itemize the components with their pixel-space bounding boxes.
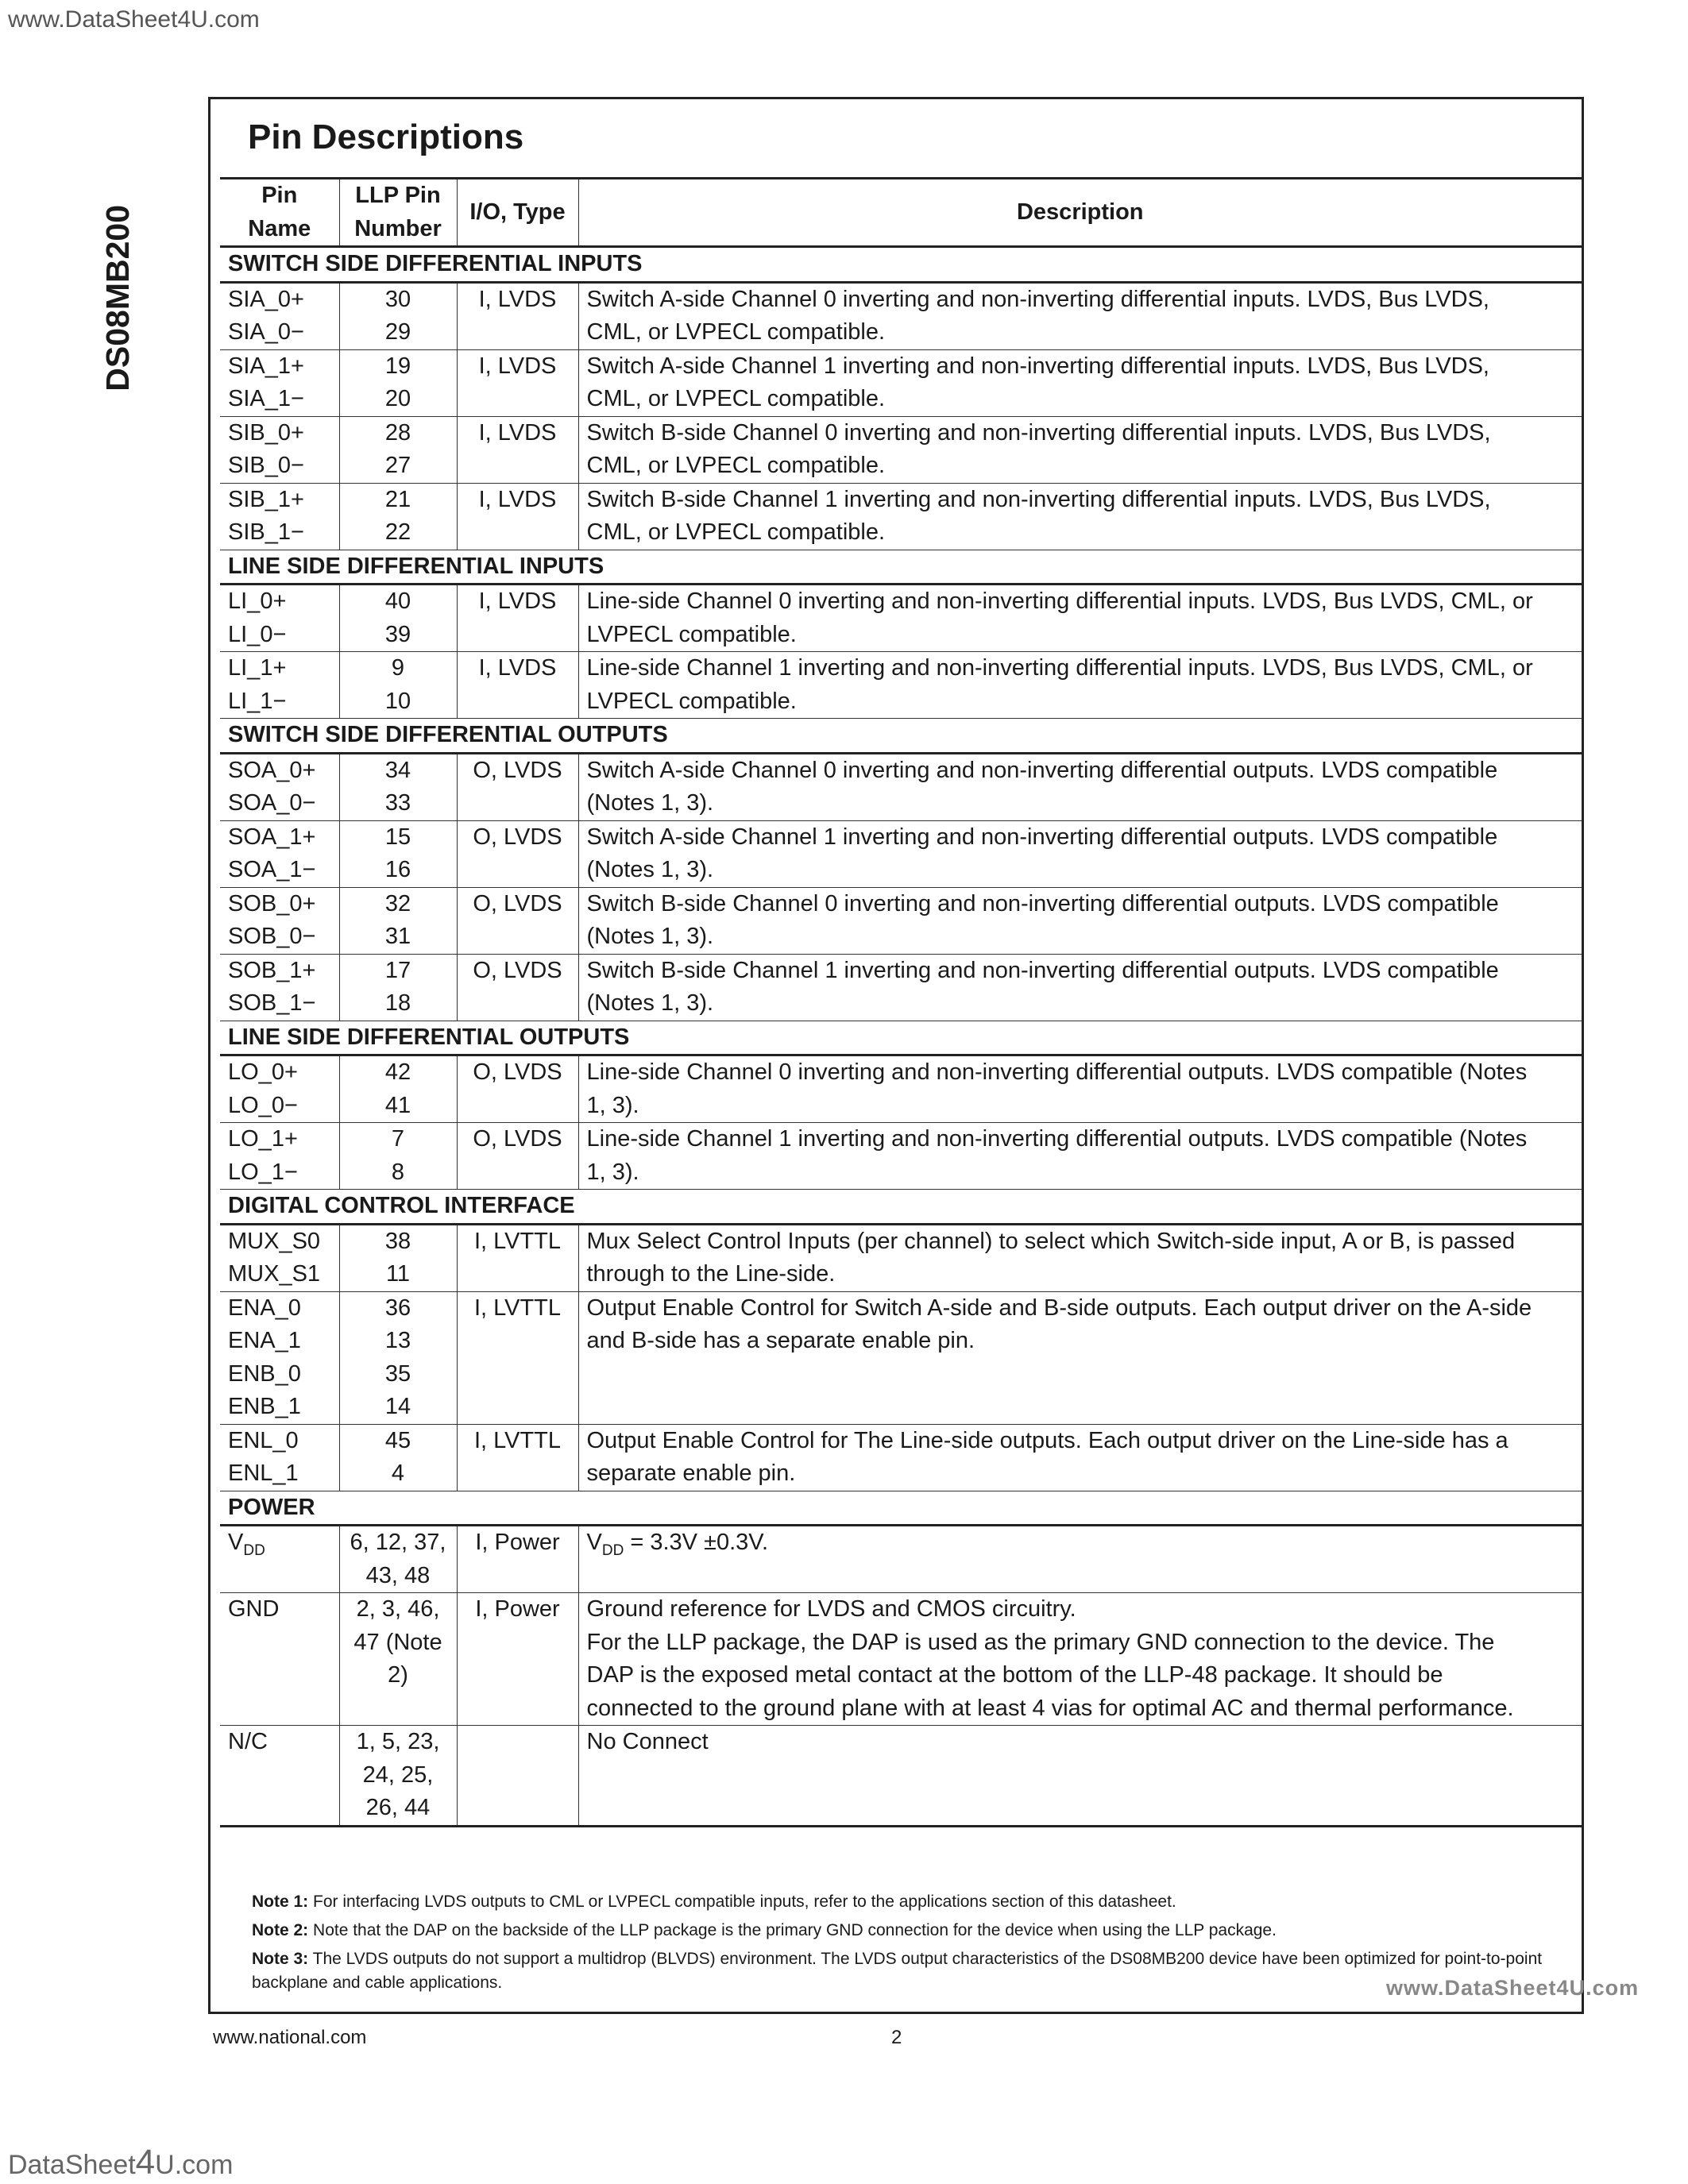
pin-name-cell [220,1424,339,1491]
table-row [220,954,1582,1021]
group-title: LINE SIDE DIFFERENTIAL INPUTS [220,550,1582,585]
pin-name: SIA_0+ SIA_0− [228,286,304,345]
llp-pin-number: 9 10 [339,652,457,719]
table-row [220,349,1582,416]
table-row [220,1424,1582,1491]
table-row [220,282,1582,349]
table-row [220,585,1582,652]
description-cell [578,1123,1582,1190]
llp-pin-number: 21 22 [339,483,457,550]
llp-pin-number: 15 16 [339,820,457,887]
group-header-row [220,247,1582,283]
pin-name-cell [220,282,339,349]
part-number-side-title: DS08MB200 [99,205,136,392]
io-type: I, LVTTL [457,1224,578,1291]
io-type: I, LVDS [457,585,578,652]
note-1 [252,1890,1570,1914]
table-row [220,1726,1582,1827]
pin-name-cell [220,954,339,1021]
io-type: I, LVDS [457,282,578,349]
description-cell [578,1726,1582,1827]
pin-name: LI_0+ LI_0− [228,588,287,647]
pin-name: SOB_0+ SOB_0− [228,890,316,949]
pin-name: SOB_1+ SOB_1− [228,957,316,1016]
llp-pin-number: 38 11 [339,1224,457,1291]
description: Line-side Channel 1 inverting and non-inverting differential outputs. LVDS compatible (Notes 1, 3). [586,1126,1528,1185]
pin-name-cell [220,416,339,483]
note-3-text: The LVDS outputs do not support a multidrop (BLVDS) environment. The LVDS output characteristics of the DS08MB200 device have been optimized for point-to-point backplane and cable applications. [252,1950,1543,1992]
description: Switch B-side Channel 1 inverting and non-inverting differential outputs. LVDS compatible (Notes 1, 3). [586,957,1499,1016]
description: Switch B-side Channel 0 inverting and non-inverting differential inputs. LVDS, Bus LVDS, CML, or LVPECL compatible. [586,419,1491,478]
io-type: I, LVDS [457,652,578,719]
pin-name: ENA_0 ENA_1 ENB_0 ENB_1 [228,1295,301,1419]
description: Line-side Channel 0 inverting and non-inverting differential inputs. LVDS, Bus LVDS, CML, or LVPECL compatible. [586,588,1533,647]
llp-pin-number: 32 31 [339,887,457,954]
pin-name: MUX_S0 MUX_S1 [228,1228,321,1287]
group-header-row [220,550,1582,585]
llp-pin-number: 17 18 [339,954,457,1021]
pin-name-cell [220,753,339,820]
watermark-bottom-post: U.com [155,2150,234,2180]
table-row [220,483,1582,550]
watermark-bottom-pre: DataSheet [8,2150,136,2180]
table-row [220,1123,1582,1190]
llp-pin-number: 7 8 [339,1123,457,1190]
note-1-label: Note 1: [252,1893,309,1911]
llp-pin-number: 45 4 [339,1424,457,1491]
description-cell [578,887,1582,954]
pin-name-cell [220,887,339,954]
pin-name: SIB_0+ SIB_0− [228,419,304,478]
pin-name: V [228,1530,244,1555]
io-type: O, LVDS [457,820,578,887]
table-row [220,820,1582,887]
note-2-label: Note 2: [252,1921,309,1939]
description: Switch B-side Channel 1 inverting and non-inverting differential inputs. LVDS, Bus LVDS, CML, or LVPECL compatible. [586,486,1491,545]
pin-name: LO_1+ LO_1− [228,1126,298,1185]
pin-name: SOA_0+ SOA_0− [228,757,316,816]
table-row [220,753,1582,820]
note-3 [252,1947,1570,1995]
pin-name-cell [220,585,339,652]
llp-pin-number: 40 39 [339,585,457,652]
page-number: 2 [891,2027,902,2048]
description: No Connect [586,1729,709,1754]
group-header-row [220,719,1582,754]
io-type: O, LVDS [457,1055,578,1123]
description-cell [578,585,1582,652]
io-type: O, LVDS [457,1123,578,1190]
io-type: O, LVDS [457,954,578,1021]
group-header-row [220,1491,1582,1526]
pin-name-cell [220,652,339,719]
pin-name-cell [220,1726,339,1827]
pin-name-cell [220,820,339,887]
pin-name: SIA_1+ SIA_1− [228,353,304,411]
description: Ground reference for LVDS and CMOS circuitry. For the LLP package, the DAP is used as the primary GND connection to the device. The DAP is the exposed metal contact at the bottom of the LLP-48 package. It should be connected to the ground plane with at least 4 vias for optimal AC and thermal performance. [586,1596,1514,1721]
table-row [220,1055,1582,1123]
table-row [220,887,1582,954]
header-io-type: I/O, Type [457,179,578,247]
llp-pin-number: 42 41 [339,1055,457,1123]
description-cell [578,753,1582,820]
watermark-bottom [8,2143,233,2182]
pin-descriptions-table [220,177,1582,1827]
table-header-row [220,179,1582,247]
header-pin-name: Pin Name [220,179,339,247]
description-subscript: DD [601,1542,624,1559]
io-type: I, LVTTL [457,1424,578,1491]
io-type: I, LVDS [457,349,578,416]
description: Output Enable Control for The Line-side outputs. Each output driver on the Line-side has a separate enable pin. [586,1427,1508,1486]
footer-url[interactable]: www.national.com [213,2027,367,2048]
description: Line-side Channel 1 inverting and non-inverting differential inputs. LVDS, Bus LVDS, CML, or LVPECL compatible. [586,655,1533,714]
header-llp-pin-number: LLP Pin Number [339,179,457,247]
pin-name-cell [220,1593,339,1726]
table-row [220,416,1582,483]
description: Mux Select Control Inputs (per channel) to select which Switch-side input, A or B, is passed through to the Line-side. [586,1228,1516,1287]
pin-name-cell [220,1224,339,1291]
llp-pin-number: 36 13 35 14 [339,1291,457,1424]
description: Switch A-side Channel 1 inverting and non-inverting differential outputs. LVDS compatible (Notes 1, 3). [586,824,1498,882]
description-cell [578,483,1582,550]
note-3-label: Note 3: [252,1950,309,1968]
io-type [457,1726,578,1827]
llp-pin-number: 1, 5, 23, 24, 25, 26, 44 [339,1726,457,1827]
pin-name: LO_0+ LO_0− [228,1059,298,1118]
io-type: I, LVDS [457,483,578,550]
table-body [220,247,1582,1827]
pin-name: N/C [228,1729,268,1754]
pin-name-cell [220,1055,339,1123]
table-row [220,652,1582,719]
description-cell [578,349,1582,416]
table-row [220,1291,1582,1424]
io-type: I, LVTTL [457,1291,578,1424]
description: Switch B-side Channel 0 inverting and non-inverting differential outputs. LVDS compatible (Notes 1, 3). [586,890,1499,949]
description-cell [578,954,1582,1021]
description-cell [578,416,1582,483]
pin-name: SOA_1+ SOA_1− [228,824,316,882]
section-title: Pin Descriptions [248,118,524,156]
pin-name-cell [220,349,339,416]
description-cell [578,1291,1582,1424]
watermark-bottom-big: 4 [135,2143,156,2182]
description: Switch A-side Channel 1 inverting and non-inverting differential inputs. LVDS, Bus LVDS, CML, or LVPECL compatible. [586,353,1489,411]
io-type: O, LVDS [457,753,578,820]
description-rest: = 3.3V ±0.3V. [624,1530,769,1555]
io-type: I, LVDS [457,416,578,483]
description: Switch A-side Channel 0 inverting and non-inverting differential inputs. LVDS, Bus LVDS, CML, or LVPECL compatible. [586,286,1489,345]
llp-pin-number: 28 27 [339,416,457,483]
group-header-row [220,1021,1582,1055]
description: Line-side Channel 0 inverting and non-inverting differential outputs. LVDS compatible (Notes 1, 3). [586,1059,1528,1118]
description-cell [578,282,1582,349]
pin-name: SIB_1+ SIB_1− [228,486,304,545]
description: Output Enable Control for Switch A-side and B-side outputs. Each output driver on the A-side and B-side has a separate enable pin. [586,1295,1532,1353]
pin-name: LI_1+ LI_1− [228,655,287,714]
group-title: LINE SIDE DIFFERENTIAL OUTPUTS [220,1021,1582,1055]
group-header-row [220,1190,1582,1225]
pin-name-cell [220,483,339,550]
pin-name-cell [220,1526,339,1593]
description-cell [578,820,1582,887]
watermark-top: www.DataSheet4U.com [8,6,260,33]
io-type: I, Power [457,1593,578,1726]
pin-name-subscript: DD [243,1542,265,1559]
description-cell [578,1424,1582,1491]
io-type: O, LVDS [457,887,578,954]
pin-name-cell [220,1123,339,1190]
note-2 [252,1919,1570,1943]
pin-name-cell [220,1291,339,1424]
table-row [220,1593,1582,1726]
llp-pin-number: 30 29 [339,282,457,349]
group-title: SWITCH SIDE DIFFERENTIAL OUTPUTS [220,719,1582,754]
description: Switch A-side Channel 0 inverting and non-inverting differential outputs. LVDS compatible (Notes 1, 3). [586,757,1498,816]
description: V [586,1530,602,1555]
note-2-text: Note that the DAP on the backside of the LLP package is the primary GND connection for the device when using the LLP package. [308,1921,1277,1939]
group-title: POWER [220,1491,1582,1526]
description-cell [578,652,1582,719]
notes-section [252,1890,1570,2000]
description-cell [578,1526,1582,1593]
pin-name: ENL_0 ENL_1 [228,1427,299,1486]
description-cell [578,1055,1582,1123]
description-cell [578,1224,1582,1291]
io-type: I, Power [457,1526,578,1593]
watermark-right: www.DataSheet4U.com [1386,1976,1640,2000]
table-row [220,1224,1582,1291]
group-title: SWITCH SIDE DIFFERENTIAL INPUTS [220,247,1582,283]
header-description: Description [578,179,1582,247]
pin-name: GND [228,1596,280,1622]
llp-pin-number: 6, 12, 37, 43, 48 [339,1526,457,1593]
group-title: DIGITAL CONTROL INTERFACE [220,1190,1582,1225]
table-row [220,1526,1582,1593]
llp-pin-number: 2, 3, 46, 47 (Note 2) [339,1593,457,1726]
llp-pin-number: 34 33 [339,753,457,820]
note-1-text: For interfacing LVDS outputs to CML or LVPECL compatible inputs, refer to the applications section of this datasheet. [308,1893,1176,1911]
llp-pin-number: 19 20 [339,349,457,416]
description-cell [578,1593,1582,1726]
